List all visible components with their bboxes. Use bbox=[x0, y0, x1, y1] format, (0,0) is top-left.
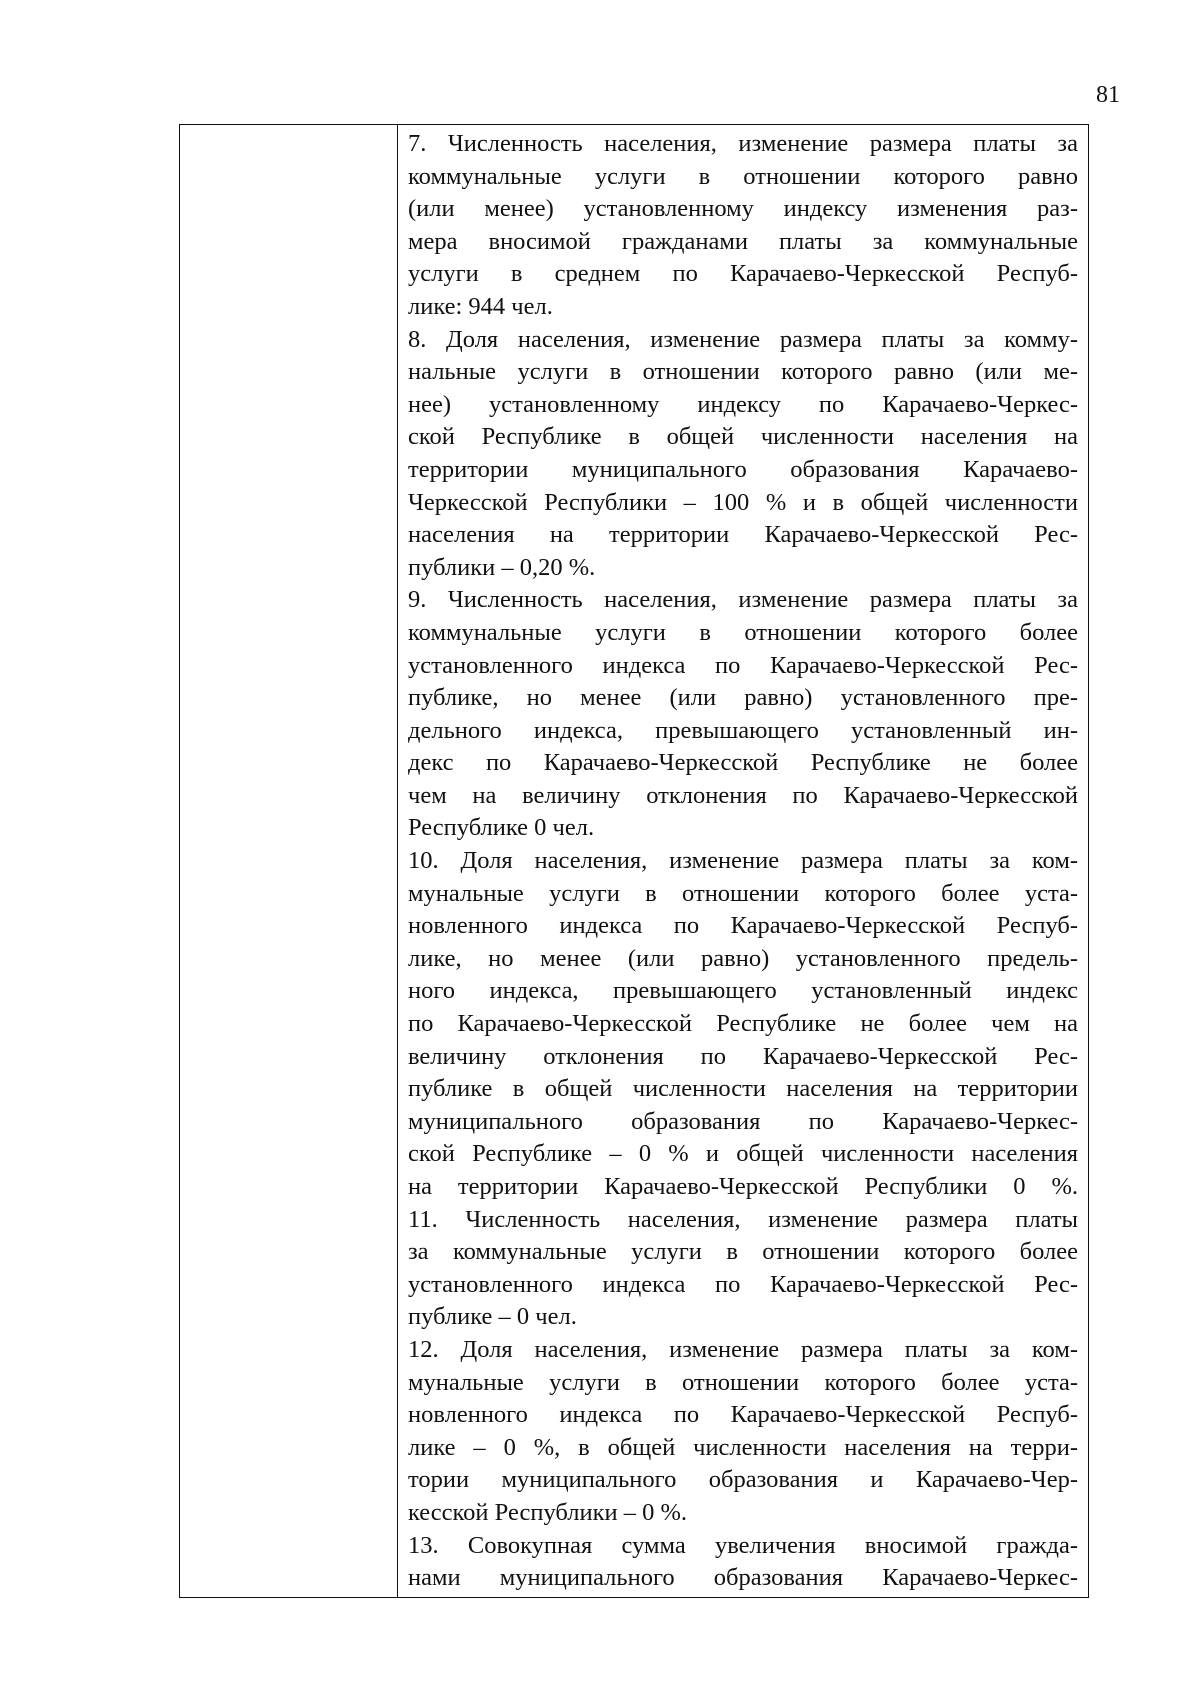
text-line: лике: 944 чел. bbox=[408, 292, 553, 320]
text-line: на территории Карачаево-Черкесской Республики 0 %. bbox=[408, 1173, 1078, 1200]
text-line: дельного индекса, превышающего установленный ин- bbox=[408, 716, 1078, 744]
text-line: населения на территории Карачаево-Черкесской Рес- bbox=[408, 521, 1078, 549]
text-line: новленного индекса по Карачаево-Черкесской Респуб- bbox=[408, 912, 1078, 940]
text-line: публики – 0,20 %. bbox=[408, 553, 596, 581]
page-number: 81 bbox=[1096, 82, 1120, 108]
text-line: 10. Доля населения, изменение размера платы за ком- bbox=[408, 847, 1078, 875]
text-line: услуги в среднем по Карачаево-Черкесской Респуб- bbox=[408, 260, 1078, 288]
text-line: нальные услуги в отношении которого равно (или ме- bbox=[408, 358, 1078, 386]
table-left-cell bbox=[180, 125, 398, 1597]
text-line: 8. Доля населения, изменение размера платы за комму- bbox=[408, 325, 1078, 353]
text-line: (или менее) установленному индексу изменения раз- bbox=[408, 195, 1078, 223]
table-right-cell bbox=[398, 125, 1088, 1597]
text-line: величину отклонения по Карачаево-Черкесской Рес- bbox=[408, 1042, 1078, 1070]
text-line: ного индекса, превышающего установленный индекс bbox=[408, 977, 1078, 1005]
text-line: мера вносимой гражданами платы за коммунальные bbox=[408, 227, 1078, 255]
text-line: Черкесской Республики – 100 % и в общей численности bbox=[408, 488, 1078, 516]
paragraph-9 bbox=[408, 584, 1078, 845]
text-line: 7. Численность населения, изменение размера платы за bbox=[408, 130, 1078, 157]
text-line: 13. Совокупная сумма увеличения вносимой гражда- bbox=[408, 1531, 1078, 1559]
text-line: лике – 0 %, в общей численности населения на терри- bbox=[408, 1433, 1078, 1461]
text-line: установленного индекса по Карачаево-Черкесской Рес- bbox=[408, 1270, 1078, 1298]
text-line: чем на величину отклонения по Карачаево-Черкесской bbox=[408, 781, 1078, 809]
text-line: ской Республике в общей численности населения на bbox=[408, 423, 1078, 451]
text-line: тории муниципального образования и Карачаево-Чер- bbox=[408, 1466, 1078, 1494]
text-line: 11. Численность населения, изменение размера платы bbox=[408, 1205, 1078, 1233]
text-line: 9. Численность населения, изменение размера платы за bbox=[408, 586, 1078, 614]
text-line: кесской Республики – 0 %. bbox=[408, 1498, 687, 1526]
text-line: нее) установленному индексу по Карачаево-Черкес- bbox=[408, 390, 1078, 418]
text-line: 12. Доля населения, изменение размера платы за ком- bbox=[408, 1335, 1078, 1363]
document-table bbox=[179, 124, 1089, 1598]
text-line: лике, но менее (или равно) установленного предель- bbox=[408, 944, 1078, 972]
text-line: нами муниципального образования Карачаево-Черкес- bbox=[408, 1564, 1078, 1592]
paragraph-12 bbox=[408, 1334, 1078, 1530]
text-line: мунальные услуги в отношении которого более уста- bbox=[408, 879, 1078, 907]
text-line: коммунальные услуги в отношении которого равно bbox=[408, 162, 1078, 190]
paragraph-8 bbox=[408, 324, 1078, 585]
text-line: публике – 0 чел. bbox=[408, 1303, 577, 1331]
text-line: установленного индекса по Карачаево-Черкесской Рес- bbox=[408, 651, 1078, 679]
text-line: декс по Карачаево-Черкесской Республике не более bbox=[408, 749, 1078, 777]
paragraph-11 bbox=[408, 1204, 1078, 1334]
text-line: коммунальные услуги в отношении которого более bbox=[408, 618, 1078, 646]
paragraph-13 bbox=[408, 1530, 1078, 1595]
text-line: за коммунальные услуги в отношении которого более bbox=[408, 1238, 1078, 1266]
paragraph-10 bbox=[408, 845, 1078, 1204]
text-line: публике в общей численности населения на территории bbox=[408, 1075, 1078, 1103]
text-line: мунальные услуги в отношении которого более уста- bbox=[408, 1368, 1078, 1396]
text-line: публике, но менее (или равно) установленного пре- bbox=[408, 684, 1078, 712]
text-line: новленного индекса по Карачаево-Черкесской Респуб- bbox=[408, 1401, 1078, 1429]
paragraph-7 bbox=[408, 128, 1078, 324]
text-line: муниципального образования по Карачаево-Черкес- bbox=[408, 1107, 1078, 1135]
text-line: по Карачаево-Черкесской Республике не более чем на bbox=[408, 1010, 1078, 1038]
text-line: Республике 0 чел. bbox=[408, 814, 595, 842]
text-line: ской Республике – 0 % и общей численности населения bbox=[408, 1140, 1078, 1168]
text-line: территории муниципального образования Карачаево- bbox=[408, 455, 1078, 483]
